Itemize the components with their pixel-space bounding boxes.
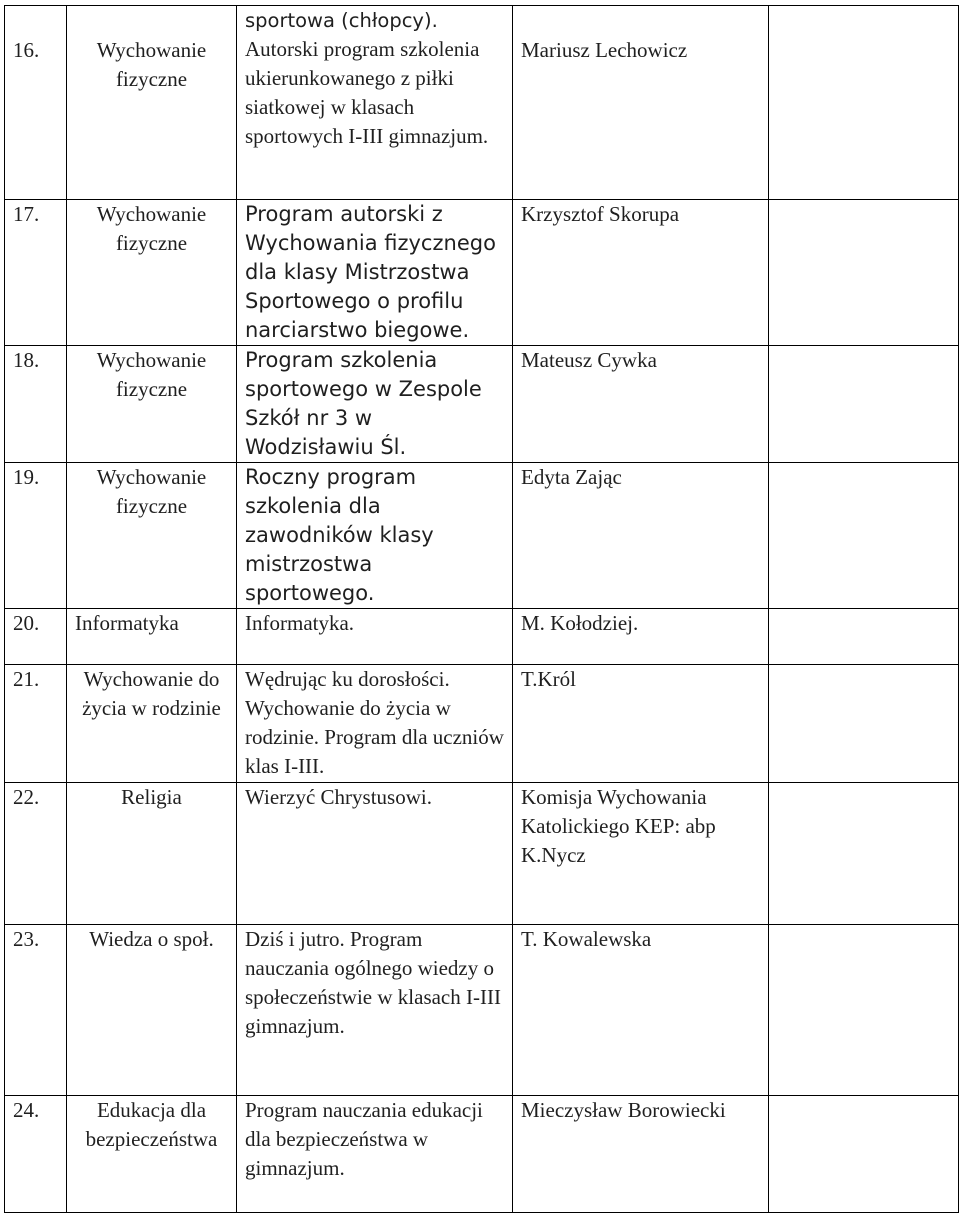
table-row: [5, 925, 959, 1096]
program-cell: Informatyka.: [237, 609, 513, 665]
program-cell: Dziś i jutro. Program nauczania ogólnego wiedzy o społeczeństwie w klasach I-III gimnazjum.: [237, 925, 513, 1096]
row-number: 18.: [5, 346, 67, 463]
row-number: 24.: [5, 1096, 67, 1213]
table-row: [5, 346, 959, 463]
row-number: 19.: [5, 463, 67, 609]
author-cell: T.Król: [513, 665, 769, 783]
row-number: 23.: [5, 925, 67, 1096]
subject-cell: Wychowanie fizyczne: [67, 463, 237, 609]
subject-cell: Wychowanie do życia w rodzinie: [67, 665, 237, 783]
subject-cell: Informatyka: [67, 609, 237, 665]
empty-cell: [769, 463, 959, 609]
program-cell: Program nauczania edukacji dla bezpieczeństwa w gimnazjum.: [237, 1096, 513, 1213]
row-number: 17.: [5, 200, 67, 346]
empty-cell: [769, 346, 959, 463]
table-row: [5, 783, 959, 925]
subject-cell: Wychowanie fizyczne: [67, 200, 237, 346]
empty-cell: [769, 925, 959, 1096]
program-cell: Program autorski z Wychowania fizycznego dla klasy Mistrzostwa Sportowego o profilu narciarstwo biegowe.: [237, 200, 513, 346]
table-row: [5, 1096, 959, 1213]
subject-cell: Wychowanie fizyczne: [67, 346, 237, 463]
program-cell: Program szkolenia sportowego w Zespole Szkół nr 3 w Wodzisławiu Śl.: [237, 346, 513, 463]
empty-cell: [769, 6, 959, 200]
program-cell: Wierzyć Chrystusowi.: [237, 783, 513, 925]
programs-table: [4, 5, 959, 1213]
empty-cell: [769, 200, 959, 346]
author-cell: Mateusz Cywka: [513, 346, 769, 463]
continuation-text: sportowa (chłopcy).: [245, 9, 438, 32]
subject-cell: Edukacja dla bezpieczeństwa: [67, 1096, 237, 1213]
row-number: 20.: [5, 609, 67, 665]
empty-cell: [769, 665, 959, 783]
subject-cell: Wychowanie fizyczne: [67, 6, 237, 200]
row-number: 21.: [5, 665, 67, 783]
author-cell: Mariusz Lechowicz: [513, 6, 769, 200]
program-cell: [237, 6, 513, 200]
subject-cell: Wiedza o społ.: [67, 925, 237, 1096]
table-row: [5, 6, 959, 200]
row-number: 22.: [5, 783, 67, 925]
empty-cell: [769, 1096, 959, 1213]
row-number: 16.: [5, 6, 67, 200]
author-cell: Komisja Wychowania Katolickiego KEP: abp K.Nycz: [513, 783, 769, 925]
author-cell: Edyta Zając: [513, 463, 769, 609]
author-cell: T. Kowalewska: [513, 925, 769, 1096]
program-cell: Wędrując ku dorosłości. Wychowanie do życia w rodzinie. Program dla uczniów klas I-III.: [237, 665, 513, 783]
table-row: [5, 665, 959, 783]
author-cell: Krzysztof Skorupa: [513, 200, 769, 346]
author-cell: Mieczysław Borowiecki: [513, 1096, 769, 1213]
empty-cell: [769, 609, 959, 665]
author-cell: M. Kołodziej.: [513, 609, 769, 665]
program-cell: Roczny program szkolenia dla zawodników klasy mistrzostwa sportowego.: [237, 463, 513, 609]
subject-cell: Religia: [67, 783, 237, 925]
table-row: [5, 609, 959, 665]
table-row: [5, 463, 959, 609]
program-text: Autorski program szkolenia ukierunkowanego z piłki siatkowej w klasach sportowych I-III gimnazjum.: [245, 37, 489, 148]
table-row: [5, 200, 959, 346]
empty-cell: [769, 783, 959, 925]
